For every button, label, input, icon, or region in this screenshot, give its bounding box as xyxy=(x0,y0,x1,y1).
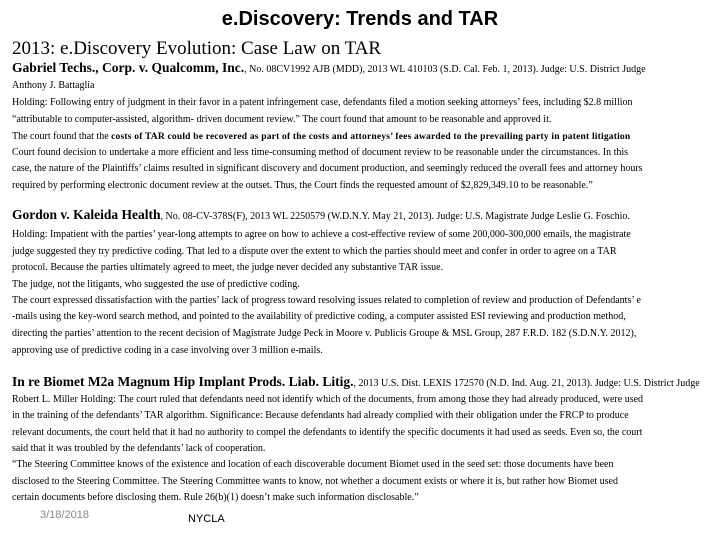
case-text-line xyxy=(12,476,618,488)
line-text: relevant documents, the court held that it had no authority to compel the defendants to identify the specific documents it had used as seeds. Even so, the court xyxy=(12,427,643,438)
case-name: In re Biomet M2a Magnum Hip Implant Prods. Liab. Litig. xyxy=(12,374,354,389)
case-text-line xyxy=(12,295,641,307)
line-text: approving use of predictive coding in a case involving over 3 million e-mails. xyxy=(12,345,323,356)
line-text: , No. 08-CV-378S(F), 2013 WL 2250579 (W.D.N.Y. May 21, 2013). Judge: U.S. Magistrate Judge Leslie G. Foschio. xyxy=(160,211,630,222)
case-text-line xyxy=(12,311,626,323)
case-text-line xyxy=(12,427,642,439)
slide-subtitle: 2013: e.Discovery Evolution: Case Law on TAR xyxy=(12,38,382,59)
case-text-line xyxy=(12,410,629,422)
footer-organization: NYCLA xyxy=(188,513,225,525)
line-text: Robert L. Miller Holding: The court ruled that defendants need not identify which of the documents, from among those they had already produced, were used xyxy=(12,394,644,405)
case-text-line xyxy=(12,147,628,159)
case-name: Gordon v. Kaleida Health xyxy=(12,207,161,222)
case-text-line xyxy=(12,328,636,340)
line-text: The court found that the xyxy=(12,131,112,142)
case-text-line xyxy=(12,97,633,109)
line-text: in the training of the defendants’ TAR algorithm. Significance: Because defendants had already complied with their obligation under the FRCP to produce xyxy=(12,410,629,421)
case-text-line xyxy=(12,345,323,357)
line-text: said that it was troubled by the defendants’ lack of cooperation. xyxy=(12,443,266,454)
line-text: Anthony J. Battaglia xyxy=(12,80,95,91)
line-text: case, the nature of the Plaintiffs’ claims resulted in significant discovery and document production, and seemingly reduced the overall fees and attorney hours xyxy=(12,163,643,174)
case-text-line xyxy=(12,443,265,455)
line-text: Holding: Impatient with the parties’ year-long attempts to agree on how to achieve a cost-effective review of some 200,000-300,000 emails, the magistrate xyxy=(12,229,631,240)
line-text: Holding: Following entry of judgment in their favor in a patent infringement case, defendants filed a motion seeking attorneys’ fees, including $2.8 million xyxy=(12,97,633,108)
line-text: -mails using the key-word search method, and pointed to the availability of predictive coding, a computer assisted ESI reviewing and production method, xyxy=(12,311,626,322)
case-text-line xyxy=(12,180,593,192)
case-heading xyxy=(12,209,630,223)
case-text-line xyxy=(12,131,630,143)
line-text: disclosed to the Steering Committee. The Steering Committee wants to know, not whether a document exists or where it is, but rather how Biomet used xyxy=(12,476,618,487)
case-heading xyxy=(12,62,646,76)
line-text: Court found decision to undertake a more efficient and less time-consuming method of document review to be reasonable under the circumstances. In this xyxy=(12,147,629,158)
case-text-line xyxy=(12,394,643,406)
case-text-line xyxy=(12,492,419,504)
case-text-line xyxy=(12,246,617,258)
case-text-line xyxy=(12,80,95,92)
line-text: The judge, not the litigants, who suggested the use of predictive coding. xyxy=(12,279,300,290)
line-text: directing the parties’ attention to the recent decision of Magistrate Judge Peck in Moore v. Publicis Groupe & MSL Group, 287 F.R.D. 182 (S.D.N.Y. 2012), xyxy=(12,328,637,339)
line-text: protocol. Because the parties ultimately agreed to meet, the judge never decided any substantive TAR issue. xyxy=(12,262,444,273)
line-text: , 2013 U.S. Dist. LEXIS 172570 (N.D. Ind. Aug. 21, 2013). Judge: U.S. District Judge xyxy=(353,378,700,389)
case-name: Gabriel Techs., Corp. v. Qualcomm, Inc. xyxy=(12,60,245,75)
case-text-line xyxy=(12,163,643,175)
case-heading xyxy=(12,376,700,390)
line-text: , No. 08CV1992 AJB (MDD), 2013 WL 410103 (S.D. Cal. Feb. 1, 2013). Judge: U.S. District Judge xyxy=(244,64,646,75)
case-text-line xyxy=(12,279,300,291)
line-text: judge suggested they try predictive coding. That led to a dispute over the extent to which the parties should meet and confer in order to agree on a TAR xyxy=(12,246,617,257)
line-text: required by performing electronic document review at the outset. Thus, the Court finds the requested amount of $2,829,349.10 to be reasonable.” xyxy=(12,180,593,191)
line-text: The court expressed dissatisfaction with the parties’ lack of progress toward resolving issues related to completion of review and production of Defendants’ e xyxy=(12,295,641,306)
emphasized-text: costs of TAR could be recovered as part of the costs and attorneys’ fees awarded to the prevailing party in patent litigation xyxy=(111,132,631,142)
case-text-line xyxy=(12,459,613,471)
line-text: “The Steering Committee knows of the existence and location of each discoverable document Biomet used in the seed set: those documents have been xyxy=(12,459,614,470)
case-text-line xyxy=(12,229,631,241)
case-text-line xyxy=(12,114,551,126)
case-text-line xyxy=(12,262,443,274)
line-text: certain documents before disclosing them. Rule 26(b)(1) doesn’t make such information disclosable.” xyxy=(12,492,419,503)
line-text: “attributable to computer-assisted, algorithm- driven document review.” The court found that amount to be reasonable and approved it. xyxy=(12,114,552,125)
slide-title: e.Discovery: Trends and TAR xyxy=(221,8,499,30)
footer-date: 3/18/2018 xyxy=(40,509,89,521)
